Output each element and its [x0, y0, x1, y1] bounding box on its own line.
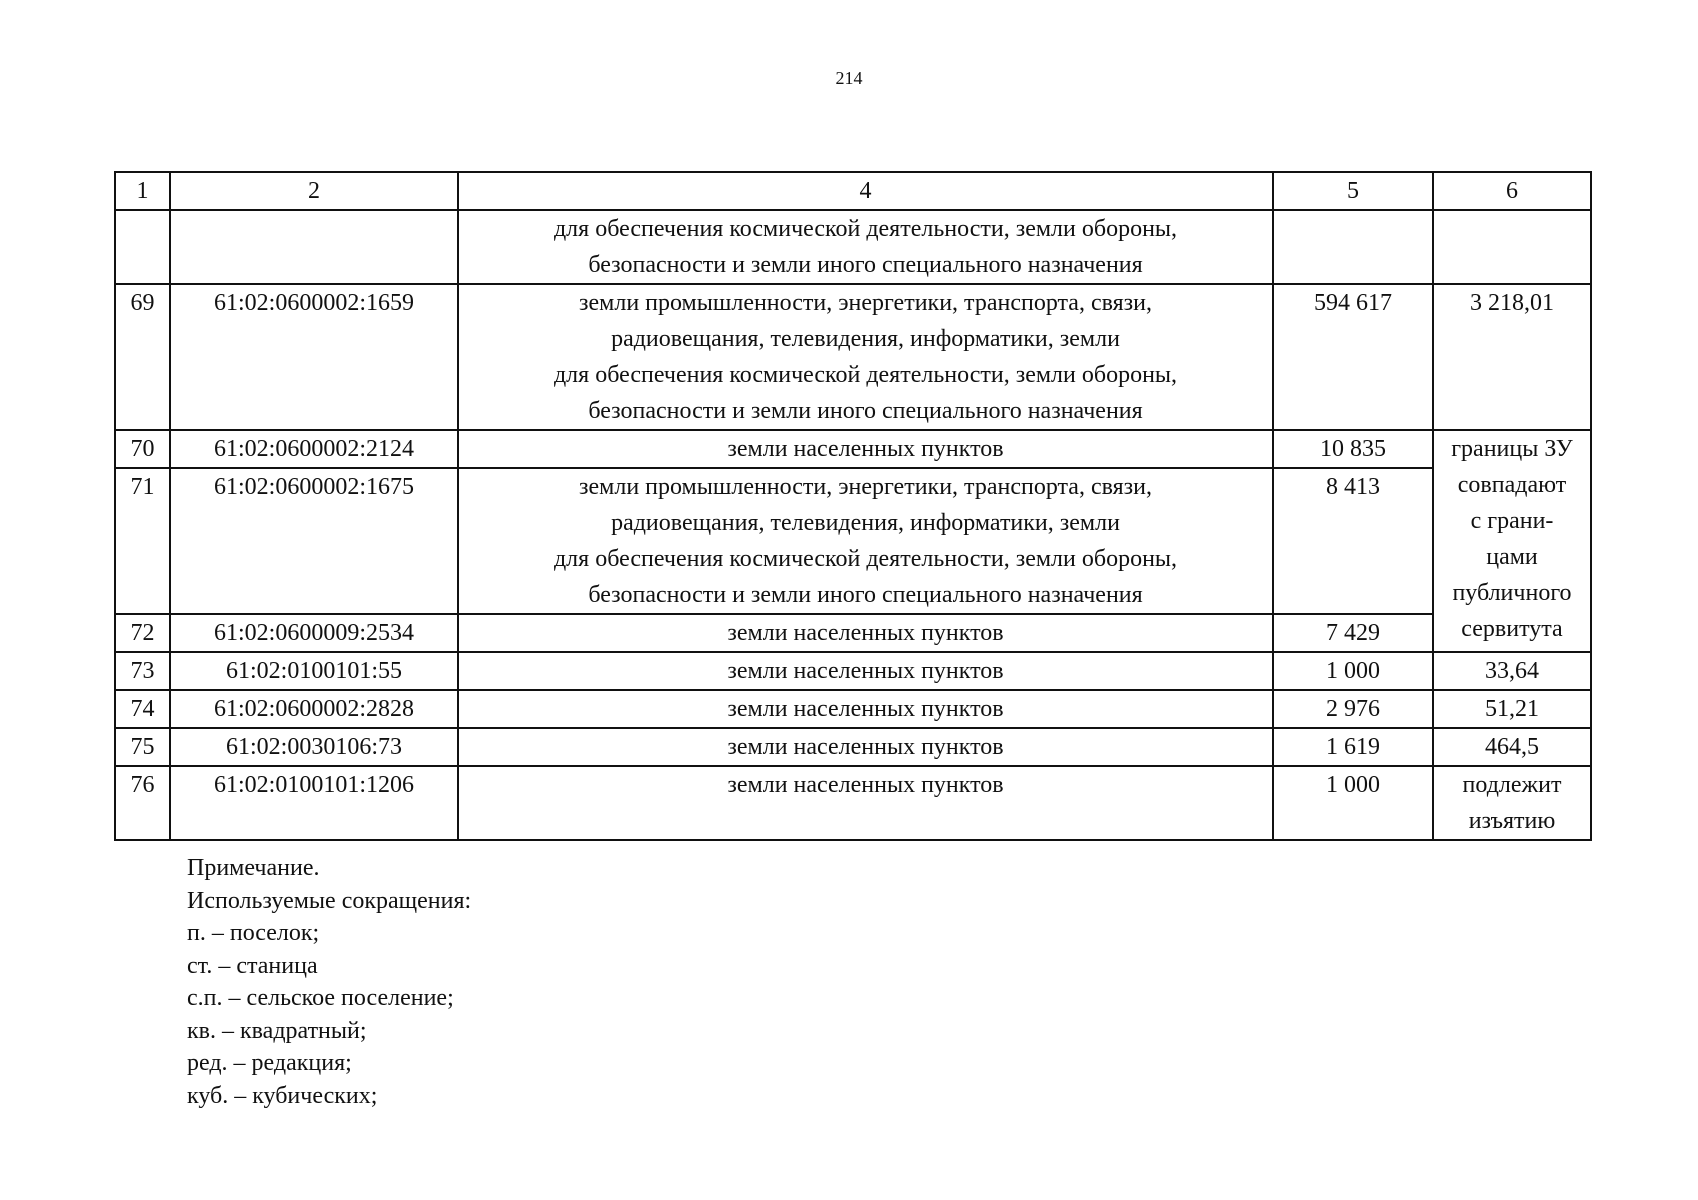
table-row: [115, 468, 1591, 614]
area-value: 8 413: [1273, 468, 1433, 614]
row-number: 73: [115, 652, 170, 690]
header-cell: 2: [170, 172, 458, 210]
public-easement-note: границы ЗУ совпадают с грани- цами публичного сервитута: [1433, 430, 1591, 652]
land-plots-table: [114, 171, 1592, 841]
area-value: 2 976: [1273, 690, 1433, 728]
abbreviation-item: с.п. – сельское поселение;: [187, 985, 454, 1011]
land-category-cell: земли населенных пунктов: [458, 430, 1273, 468]
abbreviation-item: ст. – станица: [187, 952, 318, 979]
abbreviation-item: ред. – редакция;: [187, 1050, 352, 1076]
cadastral-number: 61:02:0600002:2828: [170, 690, 458, 728]
area-value: 7 429: [1273, 614, 1433, 652]
table-row: [115, 690, 1591, 728]
col6-value: подлежит изъятию: [1433, 766, 1591, 840]
area-value: 1 619: [1273, 728, 1433, 766]
land-category-cell: земли населенных пунктов: [458, 728, 1273, 766]
land-category-cell: земли населенных пунктов: [458, 690, 1273, 728]
area-value: 594 617: [1273, 284, 1433, 430]
table-header-row: [115, 172, 1591, 210]
cadastral-number: 61:02:0600002:2124: [170, 430, 458, 468]
table-row: [115, 430, 1591, 468]
cadastral-number: 61:02:0600002:1659: [170, 284, 458, 430]
header-cell: 4: [458, 172, 1273, 210]
cadastral-number: 61:02:0030106:73: [170, 728, 458, 766]
header-cell: 6: [1433, 172, 1591, 210]
page-number: 214: [835, 68, 863, 88]
land-category-cell: земли населенных пунктов: [458, 652, 1273, 690]
abbreviation-item: п. – поселок;: [187, 920, 320, 946]
col6-value: 33,64: [1433, 652, 1591, 690]
table-row: [115, 614, 1591, 652]
cadastral-number: 61:02:0600009:2534: [170, 614, 458, 652]
land-category-cell: земли населенных пунктов: [458, 614, 1273, 652]
abbreviation-item: куб. – кубических;: [187, 1082, 378, 1109]
row-number: 69: [115, 284, 170, 430]
table-row: [115, 652, 1591, 690]
land-category-cell: земли населенных пунктов: [458, 766, 1273, 840]
table-row: [115, 766, 1591, 840]
row-number: 70: [115, 430, 170, 468]
table-row: [115, 728, 1591, 766]
table-row-continuation: [115, 210, 1591, 284]
land-category-cell: земли промышленности, энергетики, транспорта, связи, радиовещания, телевидения, информатики, земли для обеспечения космической деятельности, земли обороны, безопасности и земли иного специального назначения: [458, 468, 1273, 614]
row-number: 74: [115, 690, 170, 728]
cadastral-number: 61:02:0100101:1206: [170, 766, 458, 840]
table-row: [115, 284, 1591, 430]
header-cell: 5: [1273, 172, 1433, 210]
row-number: 76: [115, 766, 170, 840]
note-subtitle: Используемые сокращения:: [187, 887, 472, 914]
col6-value: 51,21: [1433, 690, 1591, 728]
land-category-cell: земли промышленности, энергетики, транспорта, связи, радиовещания, телевидения, информатики, земли для обеспечения космической деятельности, земли обороны, безопасности и земли иного специального назначения: [458, 284, 1273, 430]
cadastral-number: 61:02:0600002:1675: [170, 468, 458, 614]
header-cell: 1: [115, 172, 170, 210]
row-number: 71: [115, 468, 170, 614]
area-value: 1 000: [1273, 652, 1433, 690]
area-value: 10 835: [1273, 430, 1433, 468]
row-number: 72: [115, 614, 170, 652]
note-title: Примечание.: [187, 855, 320, 881]
cadastral-number: 61:02:0100101:55: [170, 652, 458, 690]
area-value: 1 000: [1273, 766, 1433, 840]
abbreviation-item: кв. – квадратный;: [187, 1017, 367, 1044]
col6-value: 464,5: [1433, 728, 1591, 766]
abbreviations-note: [187, 852, 471, 1112]
row-number: 75: [115, 728, 170, 766]
col6-value: 3 218,01: [1433, 284, 1591, 430]
land-category-cell: для обеспечения космической деятельности, земли обороны, безопасности и земли иного специального назначения: [458, 210, 1273, 284]
